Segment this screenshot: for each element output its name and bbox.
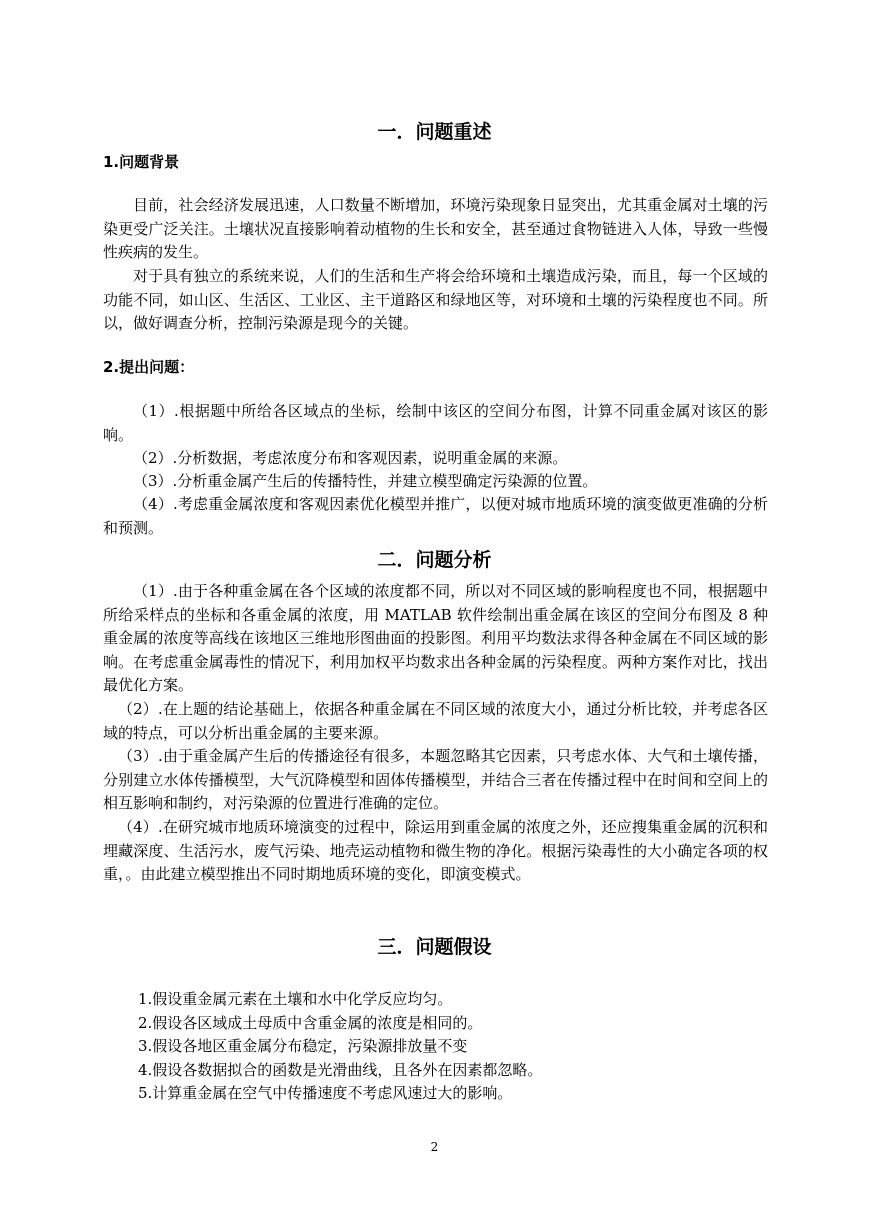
question-4: （4）.考虑重金属浓度和客观因素优化模型并推广，以便对城市地质环境的演变做更准确的分析和预测。 [103, 495, 768, 537]
list-item: 1.假设重金属元素在土壤和水中化学反应均匀。 [138, 990, 453, 1008]
section-3-title: 三．问题假设 [377, 936, 492, 958]
list-item: 3.假设各地区重金属分布稳定，污染源排放量不变 [138, 1037, 468, 1055]
analysis-paragraph-1: （1）.由于各种重金属在各个区域的浓度都不同，所以对不同区域的影响程度也不同，根据题中所给采样点的坐标和各重金属的浓度，用 MATLAB 软件绘制出重金属在该区的空间分布图及 8 种重金属的浓度等高线在该地区三维地形图曲面的投影图。利用平均数法求得各种金属在不同区域的影响。在考虑重金属毒性的情况下，利用加权平均数求出各种金属的污染程度。两种方案作对比，找出最优化方案。 [103, 582, 768, 694]
analysis-paragraph-4: （4）.在研究城市地质环境演变的过程中，除运用到重金属的浓度之外，还应搜集重金属的沉积和埋藏深度、生活污水，废气污染、地壳运动植物和微生物的净化。根据污染毒性的大小确定各项的权重，。由此建立模型推出不同时期地质环境的变化，即演变模式。 [103, 818, 768, 883]
question-1: （1）.根据题中所给各区域点的坐标，绘制中该区的空间分布图，计算不同重金属对该区的影响。 [103, 402, 768, 444]
question-2: （2）.分析数据，考虑浓度分布和客观因素，说明重金属的来源。 [133, 449, 568, 467]
analysis-paragraph-3: （3）.由于重金属产生后的传播途径有很多，本题忽略其它因素，只考虑水体、大气和土壤传播，分别建立水体传播模型，大气沉降模型和固体传播模型，并结合三者在传播过程中在时间和空间上的相互影响和制约，对污染源的位置进行准确的定位。 [103, 747, 768, 812]
background-paragraph-1: 目前，社会经济发展迅速，人口数量不断增加，环境污染现象日显突出，尤其重金属对土壤的污染更受广泛关注。土壤状况直接影响着动植物的生长和安全，甚至通过食物链进入人体，导致一些慢性疾病的发生。 [103, 196, 768, 261]
background-paragraph-2: 对于具有独立的系统来说，人们的生活和生产将会给环境和土壤造成污染，而且，每一个区域的功能不同，如山区、生活区、工业区、主干道路区和绿地区等，对环境和土壤的污染程度也不同。所以，做好调查分析，控制污染源是现今的关键。 [103, 267, 768, 332]
section-2-title: 二．问题分析 [377, 549, 492, 571]
list-item: 4.假设各数据拟合的函数是光滑曲线，且各外在因素都忽略。 [138, 1060, 543, 1079]
subsection-questions-heading: 2.提出问题： [103, 358, 195, 376]
list-item: 2.假设各区域成土母质中含重金属的浓度是相同的。 [138, 1013, 483, 1032]
question-3: （3）.分析重金属产生后的传播特性，并建立模型确定污染源的位置。 [133, 472, 598, 490]
subsection-background-heading: 1.问题背景 [103, 153, 180, 171]
analysis-paragraph-2: （2）.在上题的结论基础上，依据各种重金属在不同区域的浓度大小，通过分析比较，并考虑各区域的特点，可以分析出重金属的主要来源。 [103, 700, 768, 742]
page-number: 2 [430, 1140, 439, 1154]
section-1-title: 一．问题重述 [377, 121, 492, 143]
list-item: 5.计算重金属在空气中传播速度不考虑风速过大的影响。 [138, 1084, 513, 1102]
assumption-list [138, 988, 778, 1106]
